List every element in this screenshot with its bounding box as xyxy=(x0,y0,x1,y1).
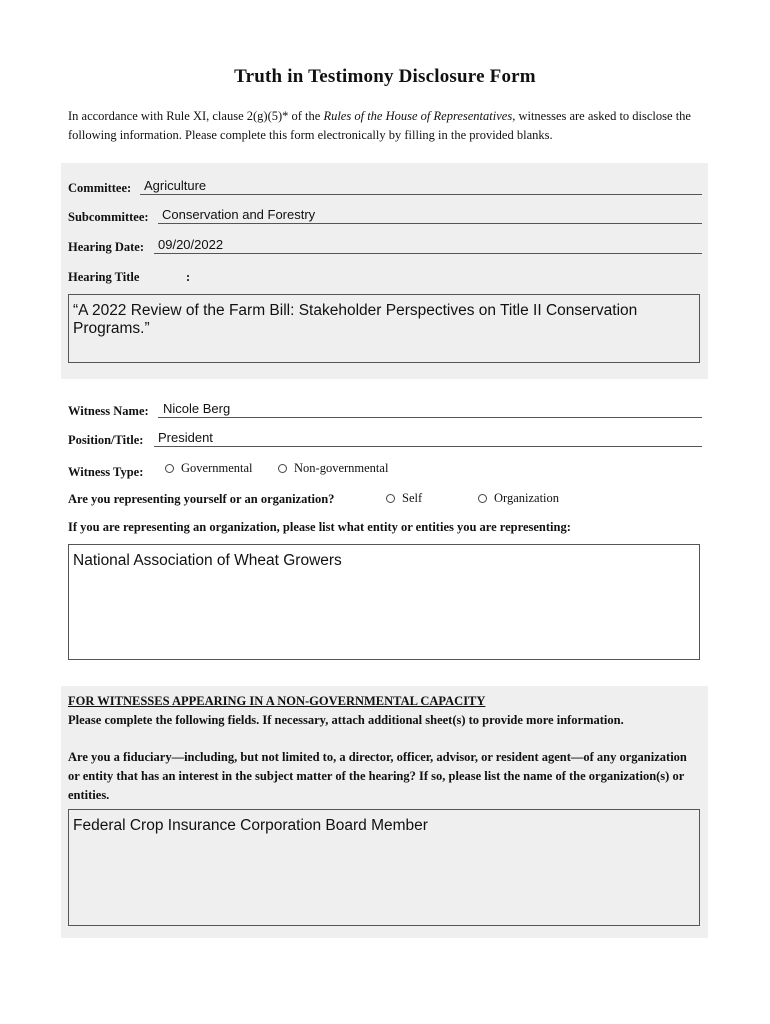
hearing-date-row xyxy=(68,233,702,255)
hearing-title-field[interactable]: “A 2022 Review of the Farm Bill: Stakeholder Perspectives on Title II Conservation Programs.” xyxy=(68,294,700,363)
committee-field[interactable]: Agriculture xyxy=(144,178,207,193)
nongovernmental-label: Non-governmental xyxy=(294,461,389,475)
representing-question: Are you representing yourself or an organization? xyxy=(68,492,335,506)
intro-text-start: In accordance with Rule XI, clause 2(g)(5)* of the xyxy=(68,109,324,123)
hearing-date-label: Hearing Date: xyxy=(68,240,145,254)
witness-type-nongovernmental-option[interactable] xyxy=(278,461,388,476)
fiduciary-field[interactable]: Federal Crop Insurance Corporation Board Member xyxy=(68,809,700,926)
witness-name-label: Witness Name: xyxy=(68,404,149,418)
subcommittee-label: Subcommittee: xyxy=(68,210,149,224)
representing-organization-option[interactable] xyxy=(478,491,559,506)
witness-type-governmental-option[interactable] xyxy=(165,461,253,476)
witness-name-row xyxy=(68,397,702,419)
hearing-title-label: Hearing Title xyxy=(68,270,140,284)
subcommittee-field-line[interactable] xyxy=(158,223,702,224)
organization-label: Organization xyxy=(494,491,560,505)
intro-text-end: , witnesses are asked to disclose the following information. Please complete this form electronically by filling in the provided blanks. xyxy=(68,109,691,142)
nongovernmental-instructions: Please complete the following fields. If necessary, attach additional sheet(s) to provide more information. xyxy=(68,713,624,727)
witness-type-label: Witness Type: xyxy=(68,465,144,479)
hearing-title-row xyxy=(68,263,368,285)
subcommittee-row xyxy=(68,203,702,225)
governmental-label: Governmental xyxy=(181,461,253,475)
intro-paragraph xyxy=(68,107,708,145)
committee-row xyxy=(68,174,702,196)
radio-circle-icon[interactable] xyxy=(165,464,174,473)
committee-label: Committee: xyxy=(68,181,132,195)
radio-circle-icon[interactable] xyxy=(386,494,395,503)
witness-name-field-line[interactable] xyxy=(158,417,702,418)
position-title-field[interactable]: President xyxy=(158,430,213,445)
intro-rules-title: Rules of the House of Representatives xyxy=(323,109,513,123)
position-title-field-line[interactable] xyxy=(154,446,702,447)
fiduciary-question: Are you a fiduciary—including, but not limited to, a director, officer, advisor, or resident agent—of any organization or entity that has an interest in the subject matter of the hearing? If so, please list the name of the organization(s) or entities. xyxy=(68,750,687,802)
self-label: Self xyxy=(402,491,423,505)
representing-self-option[interactable] xyxy=(386,491,422,506)
hearing-date-field-line[interactable] xyxy=(154,253,702,254)
form-title: Truth in Testimony Disclosure Form xyxy=(234,66,536,87)
entities-field[interactable]: National Association of Wheat Growers xyxy=(68,544,700,660)
radio-circle-icon[interactable] xyxy=(478,494,487,503)
position-title-row xyxy=(68,426,702,448)
entities-question: If you are representing an organization, please list what entity or entities you are representing: xyxy=(68,520,571,534)
radio-circle-icon[interactable] xyxy=(278,464,287,473)
hearing-title-colon: : xyxy=(186,270,191,284)
subcommittee-field[interactable]: Conservation and Forestry xyxy=(162,207,316,222)
witness-name-field[interactable]: Nicole Berg xyxy=(163,401,231,416)
nongovernmental-heading: FOR WITNESSES APPEARING IN A NON-GOVERNMENTAL CAPACITY xyxy=(68,694,486,708)
committee-field-line[interactable] xyxy=(140,194,702,195)
position-title-label: Position/Title: xyxy=(68,433,144,447)
hearing-date-field[interactable]: 09/20/2022 xyxy=(158,237,224,252)
